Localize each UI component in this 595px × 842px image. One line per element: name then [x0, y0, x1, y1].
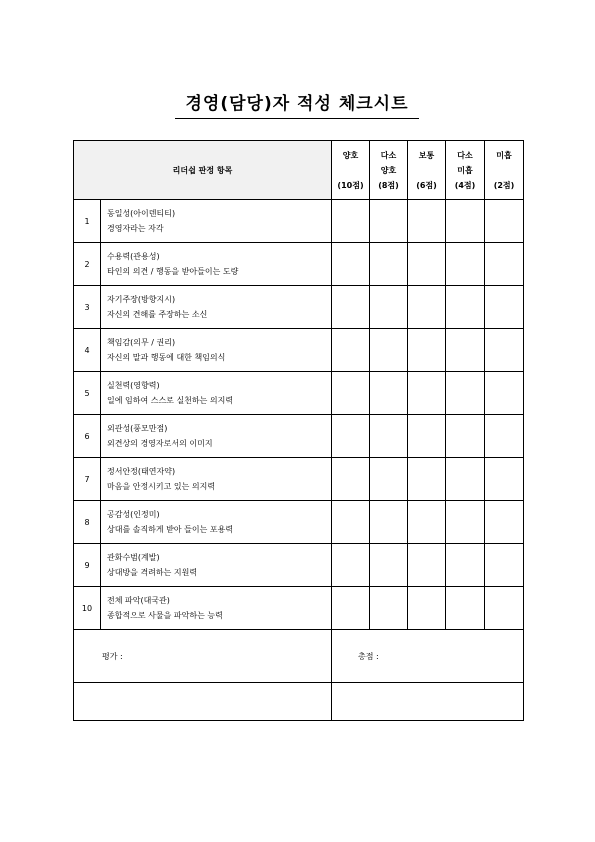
item-text: [101, 544, 332, 587]
score-cell[interactable]: [408, 458, 446, 501]
item-title: 전체 파악(대국관): [107, 596, 170, 605]
score-cell[interactable]: [446, 544, 485, 587]
score-cell[interactable]: [332, 544, 370, 587]
score-header-line: 보통: [418, 150, 435, 160]
score-header-line: [485, 163, 523, 178]
item-number: 9: [74, 544, 101, 587]
score-cell[interactable]: [332, 587, 370, 630]
total-score-field[interactable]: [332, 683, 524, 721]
score-cell[interactable]: [485, 415, 524, 458]
score-cell[interactable]: [370, 372, 408, 415]
score-cell[interactable]: [408, 415, 446, 458]
score-cell[interactable]: [485, 243, 524, 286]
score-cell[interactable]: [332, 329, 370, 372]
item-title: 동일성(아이덴티티): [107, 209, 176, 218]
score-cell[interactable]: [370, 544, 408, 587]
score-header-fairly-poor: [446, 141, 485, 200]
score-header-line: 다소: [457, 150, 473, 160]
score-header-good: [332, 141, 370, 200]
item-description: 종합적으로 사물을 파악하는 능력: [107, 611, 223, 620]
score-cell[interactable]: [370, 587, 408, 630]
item-number: 1: [74, 200, 101, 243]
score-cell[interactable]: [332, 243, 370, 286]
score-cell[interactable]: [370, 286, 408, 329]
table-row: [74, 415, 524, 458]
header-row: [74, 141, 524, 200]
score-header-line: [408, 163, 445, 178]
score-header-line: 다소: [380, 150, 397, 160]
score-cell[interactable]: [332, 501, 370, 544]
score-cell[interactable]: [485, 587, 524, 630]
score-header-line: (4점): [454, 180, 476, 190]
score-cell[interactable]: [446, 587, 485, 630]
item-text: [101, 200, 332, 243]
score-header-line: (8점): [378, 180, 399, 190]
score-cell[interactable]: [446, 329, 485, 372]
table-row: [74, 286, 524, 329]
item-number: 6: [74, 415, 101, 458]
table-row: [74, 587, 524, 630]
item-title: 책임감(의무 / 권리): [107, 338, 176, 347]
score-header-fairly-good: [370, 141, 408, 200]
item-title: 공감성(인정미): [107, 510, 160, 519]
score-cell[interactable]: [408, 286, 446, 329]
score-cell[interactable]: [332, 286, 370, 329]
item-text: [101, 372, 332, 415]
score-cell[interactable]: [408, 200, 446, 243]
item-description: 경영자라는 자각: [107, 224, 164, 233]
item-number: 3: [74, 286, 101, 329]
score-cell[interactable]: [332, 372, 370, 415]
item-text: [101, 458, 332, 501]
item-description: 타인의 의견 / 행동을 받아들이는 도량: [107, 267, 239, 276]
score-header-line: 양호: [342, 150, 359, 160]
score-header-line: (10점): [337, 180, 364, 190]
score-cell[interactable]: [446, 415, 485, 458]
score-cell[interactable]: [408, 243, 446, 286]
score-cell[interactable]: [370, 458, 408, 501]
score-cell[interactable]: [446, 286, 485, 329]
score-cell[interactable]: [332, 458, 370, 501]
score-cell[interactable]: [446, 243, 485, 286]
score-header-line: (6점): [416, 180, 437, 190]
score-cell[interactable]: [408, 587, 446, 630]
item-text: [101, 415, 332, 458]
table-row: [74, 544, 524, 587]
item-description: 자신의 말과 행동에 대한 책임의식: [107, 353, 226, 362]
score-header-line: [332, 163, 369, 178]
score-header-poor: [485, 141, 524, 200]
item-title: 외관성(풍모만점): [107, 424, 168, 433]
score-cell[interactable]: [485, 286, 524, 329]
item-title: 수용력(관용성): [107, 252, 160, 261]
table-row: [74, 329, 524, 372]
table-row: [74, 200, 524, 243]
item-description: 상대방을 격려하는 지원력: [107, 568, 198, 577]
score-header-line: 미흡: [457, 165, 473, 175]
score-header-line: (2점): [493, 180, 515, 190]
item-number: 5: [74, 372, 101, 415]
score-cell[interactable]: [370, 415, 408, 458]
checksheet-table: [73, 140, 524, 721]
item-title: 관화수범(계발): [107, 553, 160, 562]
item-number: 7: [74, 458, 101, 501]
score-header-average: [408, 141, 446, 200]
score-cell[interactable]: [332, 200, 370, 243]
score-cell[interactable]: [408, 544, 446, 587]
item-text: [101, 243, 332, 286]
score-cell[interactable]: [485, 200, 524, 243]
evaluation-label: 평가 :: [74, 630, 332, 683]
score-cell[interactable]: [485, 544, 524, 587]
evaluation-field[interactable]: [74, 683, 332, 721]
score-header-line: 미흡: [496, 150, 512, 160]
score-cell[interactable]: [446, 501, 485, 544]
score-cell[interactable]: [485, 372, 524, 415]
item-text: [101, 501, 332, 544]
item-text: [101, 286, 332, 329]
score-cell[interactable]: [446, 200, 485, 243]
score-cell[interactable]: [485, 458, 524, 501]
item-title: 정서안정(태연자약): [107, 467, 176, 476]
footer-input-row: [74, 683, 524, 721]
table-row: [74, 501, 524, 544]
item-title: 실천력(영향력): [107, 381, 160, 390]
item-text: [101, 329, 332, 372]
item-title: 자기주장(방향지시): [107, 295, 176, 304]
item-description: 마음을 안정시키고 있는 의지력: [107, 482, 216, 491]
score-cell[interactable]: [370, 329, 408, 372]
table-row: [74, 372, 524, 415]
score-cell[interactable]: [408, 372, 446, 415]
score-cell[interactable]: [446, 458, 485, 501]
table-row: [74, 458, 524, 501]
score-cell[interactable]: [408, 501, 446, 544]
score-cell[interactable]: [370, 501, 408, 544]
score-cell[interactable]: [370, 200, 408, 243]
item-number: 8: [74, 501, 101, 544]
page-title: 경영(담당)자 적성 체크시트: [175, 90, 419, 119]
footer-label-row: [74, 630, 524, 683]
score-cell[interactable]: [408, 329, 446, 372]
item-text: [101, 587, 332, 630]
item-description: 일에 임하여 스스로 실천하는 의지력: [107, 396, 234, 405]
score-cell[interactable]: [446, 372, 485, 415]
score-cell[interactable]: [485, 329, 524, 372]
item-number: 4: [74, 329, 101, 372]
score-cell[interactable]: [332, 415, 370, 458]
criteria-header: 리더쉽 판정 항목: [74, 141, 332, 200]
item-number: 2: [74, 243, 101, 286]
item-description: 상대를 솔직하게 받아 들이는 포용력: [107, 525, 234, 534]
score-cell[interactable]: [485, 501, 524, 544]
item-description: 자신의 견해를 주장하는 소신: [107, 310, 208, 319]
score-cell[interactable]: [370, 243, 408, 286]
total-score-label: 총점 :: [332, 630, 524, 683]
table-row: [74, 243, 524, 286]
item-description: 외견상의 경영자로서의 이미지: [107, 439, 213, 448]
score-header-line: 양호: [380, 165, 397, 175]
item-number: 10: [74, 587, 101, 630]
